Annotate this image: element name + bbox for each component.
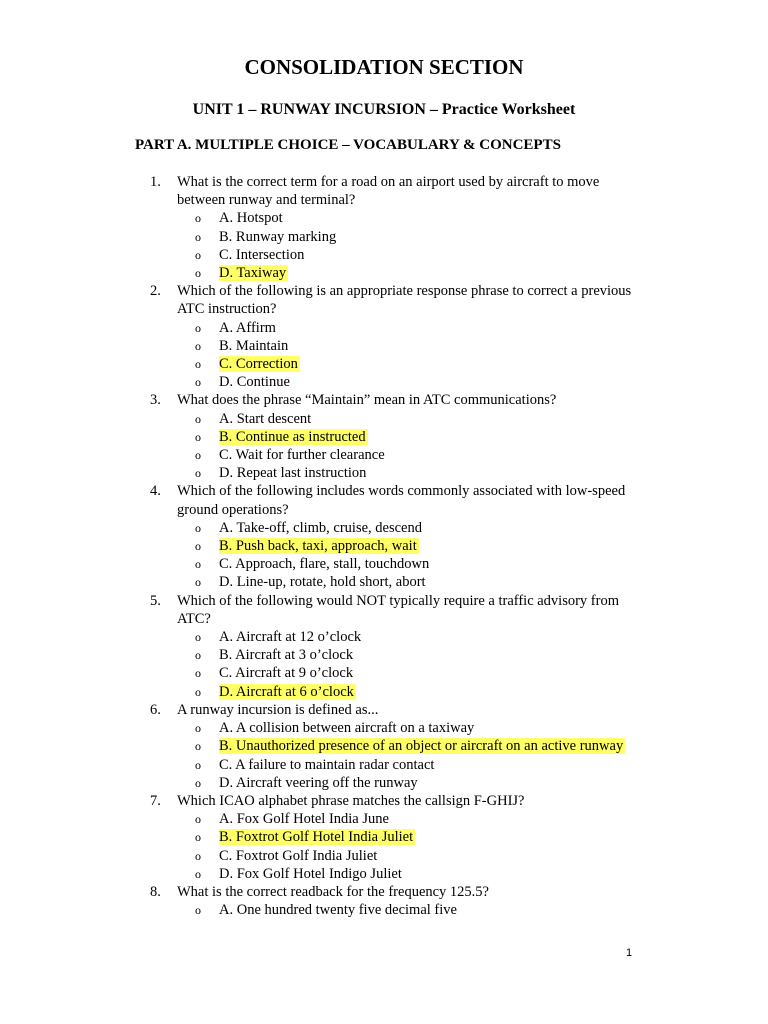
answer-text-wrapper: [219, 573, 650, 591]
answer-option: [150, 847, 650, 865]
question-row: [150, 391, 650, 409]
page-number: 1: [626, 947, 633, 959]
answer-text-wrapper: [219, 537, 650, 555]
question-item: [150, 883, 650, 919]
question-number: 4.: [150, 483, 161, 500]
answer-text-wrapper: [219, 264, 650, 282]
question-text: Which ICAO alphabet phrase matches the callsign F-GHIJ?: [177, 792, 525, 809]
answer-option: [150, 646, 650, 664]
answer-text: D. Continue: [219, 374, 290, 391]
answer-text: D. Fox Golf Hotel Indigo Juliet: [219, 865, 402, 882]
bullet-icon: o: [195, 357, 201, 372]
bullet-icon: o: [195, 757, 201, 772]
bullet-icon: o: [195, 466, 201, 481]
bullet-icon: o: [195, 429, 201, 444]
answer-text-wrapper: [219, 847, 650, 865]
answer-option: [150, 810, 650, 828]
bullet-icon: o: [195, 903, 201, 918]
question-number: 6.: [150, 701, 161, 718]
question-number: 2.: [150, 283, 161, 300]
bullet-icon: o: [195, 229, 201, 244]
answer-text: D. Line-up, rotate, hold short, abort: [219, 574, 426, 591]
answer-text-wrapper: [219, 828, 650, 846]
answer-text-wrapper: [219, 628, 650, 646]
answer-text-wrapper: [219, 446, 650, 464]
answer-option: [150, 865, 650, 883]
question-item: [150, 701, 650, 792]
bullet-icon: o: [195, 775, 201, 790]
question-text: What is the correct term for a road on an airport used by aircraft to move between runway and terminal?: [177, 174, 600, 209]
answer-text-wrapper: [219, 865, 650, 883]
bullet-icon: o: [195, 830, 201, 845]
bullet-icon: o: [195, 684, 201, 699]
highlighted-answer-text: B. Continue as instructed: [219, 428, 366, 445]
answer-text: B. Maintain: [219, 337, 289, 354]
part-heading: PART A. MULTIPLE CHOICE – VOCABULARY & CONCEPTS: [135, 137, 561, 153]
answer-option: [150, 664, 650, 682]
answer-text: D. Aircraft veering off the runway: [219, 774, 418, 791]
answer-text-wrapper: [219, 355, 650, 373]
answer-text-wrapper: [219, 810, 650, 828]
bullet-icon: o: [195, 648, 201, 663]
question-row: [150, 883, 650, 901]
answer-text-wrapper: [219, 319, 650, 337]
question-number: 7.: [150, 792, 161, 809]
question-row: [150, 482, 650, 518]
question-row: [150, 282, 650, 318]
question-text: What is the correct readback for the frequency 125.5?: [177, 883, 489, 900]
bullet-icon: o: [195, 812, 201, 827]
answer-text-wrapper: [219, 555, 650, 573]
question-text: What does the phrase “Maintain” mean in ATC communications?: [177, 392, 557, 409]
bullet-icon: o: [195, 575, 201, 590]
answer-option: [150, 628, 650, 646]
answer-options: [150, 628, 650, 701]
question-text: Which of the following is an appropriate response phrase to correct a previous ATC instruction?: [177, 283, 632, 318]
question-row: [150, 792, 650, 810]
bullet-icon: o: [195, 211, 201, 226]
page-title: CONSOLIDATION SECTION: [244, 55, 524, 79]
answer-text-wrapper: [219, 246, 650, 264]
answer-option: [150, 464, 650, 482]
answer-option: [150, 828, 650, 846]
answer-option: [150, 264, 650, 282]
answer-text-wrapper: [219, 428, 650, 446]
bullet-icon: o: [195, 266, 201, 281]
bullet-icon: o: [195, 848, 201, 863]
question-number: 8.: [150, 883, 161, 900]
bullet-icon: o: [195, 411, 201, 426]
answer-text: A. Affirm: [219, 319, 276, 336]
answer-text: B. Runway marking: [219, 228, 337, 245]
answer-text-wrapper: [219, 774, 650, 792]
answer-option: [150, 246, 650, 264]
answer-options: [150, 810, 650, 883]
answer-text-wrapper: [219, 228, 650, 246]
bullet-icon: o: [195, 721, 201, 736]
bullet-icon: o: [195, 520, 201, 535]
answer-option: [150, 319, 650, 337]
answer-text-wrapper: [219, 464, 650, 482]
answer-option: [150, 555, 650, 573]
bullet-icon: o: [195, 247, 201, 262]
bullet-icon: o: [195, 739, 201, 754]
question-list: [150, 173, 650, 919]
answer-text-wrapper: [219, 209, 650, 227]
answer-text: C. Intersection: [219, 246, 305, 263]
answer-option: [150, 209, 650, 227]
answer-text: C. Foxtrot Golf India Juliet: [219, 847, 378, 864]
answer-text-wrapper: [219, 646, 650, 664]
bullet-icon: o: [195, 448, 201, 463]
question-number: 1.: [150, 174, 161, 190]
answer-text-wrapper: [219, 373, 650, 391]
answer-option: [150, 373, 650, 391]
answer-text: A. One hundred twenty five decimal five: [219, 902, 457, 919]
answer-text: C. A failure to maintain radar contact: [219, 756, 435, 773]
answer-option: [150, 683, 650, 701]
highlighted-answer-text: B. Push back, taxi, approach, wait: [219, 538, 417, 555]
highlighted-answer-text: D. Aircraft at 6 o’clock: [219, 683, 354, 700]
bullet-icon: o: [195, 866, 201, 881]
answer-text-wrapper: [219, 737, 650, 755]
bullet-icon: o: [195, 320, 201, 335]
answer-text-wrapper: [219, 756, 650, 774]
question-text: Which of the following includes words commonly associated with low-speed ground operations?: [177, 483, 626, 518]
answer-option: [150, 719, 650, 737]
answer-option: [150, 901, 650, 919]
bullet-icon: o: [195, 375, 201, 390]
answer-option: [150, 519, 650, 537]
highlighted-answer-text: B. Unauthorized presence of an object or aircraft on an active runway: [219, 738, 624, 755]
answer-options: [150, 901, 650, 919]
question-item: [150, 592, 650, 701]
answer-text: A. Take-off, climb, cruise, descend: [219, 519, 422, 536]
question-item: [150, 792, 650, 883]
answer-text: A. Hotspot: [219, 210, 283, 227]
answer-text: A. Start descent: [219, 410, 312, 427]
answer-option: [150, 410, 650, 428]
answer-text: D. Repeat last instruction: [219, 465, 367, 482]
answer-text-wrapper: [219, 683, 650, 701]
question-text: A runway incursion is defined as...: [177, 701, 379, 718]
answer-option: [150, 228, 650, 246]
answer-option: [150, 573, 650, 591]
answer-option: [150, 428, 650, 446]
worksheet-subtitle: UNIT 1 – RUNWAY INCURSION – Practice Worksheet: [192, 101, 576, 118]
answer-text-wrapper: [219, 901, 650, 919]
answer-option: [150, 756, 650, 774]
answer-options: [150, 719, 650, 792]
highlighted-answer-text: D. Taxiway: [219, 265, 287, 282]
answer-text: C. Aircraft at 9 o’clock: [219, 665, 354, 682]
question-item: [150, 173, 650, 282]
answer-option: [150, 355, 650, 373]
answer-text-wrapper: [219, 519, 650, 537]
answer-text: A. Fox Golf Hotel India June: [219, 811, 389, 828]
answer-text: C. Approach, flare, stall, touchdown: [219, 556, 430, 573]
question-text: Which of the following would NOT typically require a traffic advisory from ATC?: [177, 592, 619, 627]
bullet-icon: o: [195, 338, 201, 353]
bullet-icon: o: [195, 557, 201, 572]
answer-text-wrapper: [219, 410, 650, 428]
question-item: [150, 482, 650, 591]
answer-option: [150, 337, 650, 355]
question-item: [150, 391, 650, 482]
bullet-icon: o: [195, 630, 201, 645]
answer-text: A. Aircraft at 12 o’clock: [219, 629, 362, 646]
question-row: [150, 592, 650, 628]
answer-option: [150, 737, 650, 755]
highlighted-answer-text: C. Correction: [219, 356, 298, 373]
answer-options: [150, 410, 650, 483]
answer-text-wrapper: [219, 337, 650, 355]
bullet-icon: o: [195, 666, 201, 681]
answer-option: [150, 774, 650, 792]
answer-option: [150, 446, 650, 464]
answer-text: C. Wait for further clearance: [219, 447, 385, 464]
answer-options: [150, 519, 650, 592]
question-item: [150, 282, 650, 391]
answer-options: [150, 209, 650, 282]
bullet-icon: o: [195, 539, 201, 554]
answer-text-wrapper: [219, 719, 650, 737]
question-number: 3.: [150, 392, 161, 409]
answer-text: B. Aircraft at 3 o’clock: [219, 647, 354, 664]
answer-options: [150, 319, 650, 392]
question-row: [150, 701, 650, 719]
highlighted-answer-text: B. Foxtrot Golf Hotel India Juliet: [219, 829, 414, 846]
answer-text-wrapper: [219, 664, 650, 682]
answer-option: [150, 537, 650, 555]
question-row: [150, 173, 650, 209]
question-number: 5.: [150, 592, 161, 609]
answer-text: A. A collision between aircraft on a taxiway: [219, 720, 475, 737]
